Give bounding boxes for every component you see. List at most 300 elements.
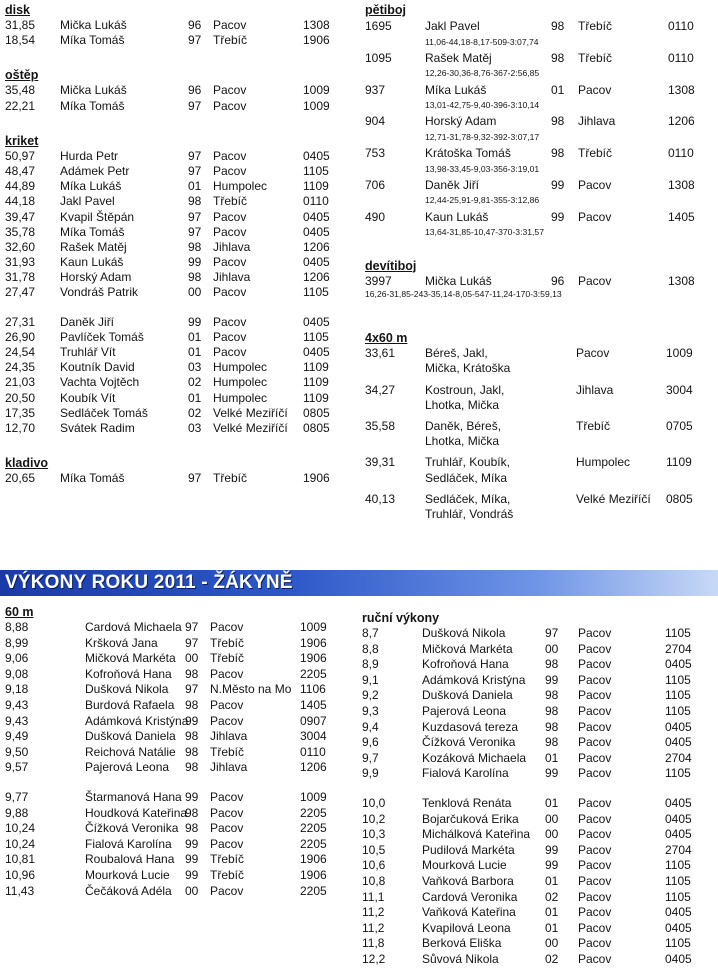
athlete-name: Vachta Vojtěch — [60, 375, 140, 390]
athlete-name: Vondráš Patrik — [60, 285, 139, 300]
competition-date-code: 1206 — [303, 270, 330, 285]
result-value: 10,81 — [5, 852, 36, 867]
result-value: 18,54 — [5, 33, 36, 48]
competition-date-code: 1308 — [668, 273, 695, 288]
competition-place: Pacov — [210, 789, 244, 804]
result-value: 10,96 — [5, 867, 36, 882]
section-title: 4x60 m — [365, 331, 408, 346]
birth-year: 99 — [551, 209, 565, 224]
result-row — [362, 673, 714, 689]
birth-year: 98 — [185, 821, 199, 836]
birth-year: 99 — [185, 836, 199, 851]
relay-result: 35,58 — [365, 419, 396, 434]
result-value: 48,47 — [5, 163, 36, 178]
result-row — [362, 921, 714, 937]
result-row — [5, 330, 345, 345]
result-row — [362, 735, 714, 751]
competition-place: Pacov — [213, 255, 247, 270]
result-value: 10,5 — [362, 842, 386, 857]
athlete-name: Míka Lukáš — [60, 179, 122, 194]
section-title: ruční výkony — [362, 611, 440, 625]
split-results: 13,64-31,85-10,47-370-3:31,57 — [425, 227, 544, 238]
result-value: 20,65 — [5, 471, 36, 486]
result-value: 8,8 — [362, 641, 379, 656]
athlete-name: Kozáková Michaela — [422, 750, 527, 765]
competition-date-code: 0405 — [665, 719, 692, 734]
result-row — [5, 179, 345, 194]
athlete-name: Dušková Daniela — [422, 688, 513, 703]
result-row — [362, 657, 714, 673]
relay-code: 1109 — [666, 455, 692, 470]
birth-year: 98 — [551, 50, 565, 65]
result-value: 9,88 — [5, 805, 29, 820]
result-row — [362, 704, 714, 720]
result-row — [365, 209, 715, 226]
competition-date-code: 1308 — [303, 18, 330, 32]
result-value: 10,8 — [362, 873, 386, 888]
competition-date-code: 1105 — [303, 329, 329, 344]
athlete-name: Cardová Michaela — [85, 620, 182, 634]
result-value: 8,99 — [5, 635, 29, 650]
result-value: 31,85 — [5, 18, 36, 32]
competition-place: Pacov — [578, 626, 612, 640]
competition-place: Jihlava — [210, 729, 248, 744]
result-value: 9,06 — [5, 651, 29, 666]
result-value: 24,35 — [5, 360, 36, 375]
competition-date-code: 0405 — [665, 827, 692, 842]
result-row — [5, 255, 345, 270]
birth-year: 98 — [188, 239, 202, 254]
result-row — [362, 751, 714, 767]
competition-place: Pacov — [578, 905, 612, 920]
result-row — [5, 471, 345, 486]
competition-date-code: 2704 — [665, 842, 692, 857]
competition-place: Humpolec — [213, 179, 268, 194]
competition-place: Třebíč — [578, 50, 613, 65]
result-value: 490 — [365, 209, 386, 224]
row-spacer — [5, 776, 350, 790]
result-value: 17,35 — [5, 405, 36, 420]
competition-place: Pacov — [210, 836, 244, 851]
relay-team-line: Mička, Krátoška — [425, 361, 511, 376]
competition-date-code: 1308 — [668, 82, 695, 97]
competition-place: Pacov — [213, 83, 247, 98]
athlete-name: Kuzdasová tereza — [422, 719, 519, 734]
competition-place: Pacov — [578, 688, 612, 703]
competition-place: Pacov — [578, 672, 612, 687]
competition-place: Třebíč — [213, 33, 248, 48]
birth-year: 97 — [185, 620, 199, 634]
athlete-name: Fialová Karolína — [422, 766, 509, 781]
birth-year: 96 — [551, 273, 565, 288]
birth-year: 98 — [185, 760, 199, 775]
result-row — [5, 821, 350, 837]
competition-date-code: 0405 — [303, 345, 330, 359]
result-value: 21,03 — [5, 375, 36, 390]
result-row — [362, 858, 714, 874]
birth-year: 97 — [188, 98, 202, 113]
birth-year: 00 — [545, 641, 559, 656]
competition-place: Třebíč — [210, 867, 245, 882]
birth-year: 02 — [188, 405, 202, 420]
competition-place: Velké Meziříčí — [213, 420, 288, 435]
athlete-name: Hurda Petr — [60, 148, 119, 163]
competition-date-code: 1105 — [303, 285, 329, 300]
athlete-name: Míka Tomáš — [60, 224, 125, 239]
event-splits — [365, 98, 715, 113]
athlete-name: Berková Eliška — [422, 936, 502, 951]
competition-place: Pacov — [578, 719, 612, 734]
event-splits — [365, 130, 715, 145]
result-row — [5, 164, 345, 179]
result-value: 9,43 — [5, 697, 29, 712]
competition-date-code: 2205 — [300, 805, 327, 820]
relay-result: 40,13 — [365, 491, 396, 506]
athlete-name: Daněk Jiří — [60, 314, 115, 329]
relay-row — [365, 492, 715, 507]
relay-code: 0805 — [666, 491, 693, 506]
athlete-name: Pavlíček Tomáš — [60, 329, 144, 344]
split-results: 11,06-44,18-8,17-509-3:07,74 — [425, 36, 539, 47]
birth-year: 01 — [545, 795, 559, 810]
competition-place: Jihlava — [213, 239, 251, 254]
result-value: 27,31 — [5, 314, 36, 329]
event-splits — [365, 225, 715, 240]
birth-year: 02 — [545, 951, 559, 966]
athlete-name: Michálková Kateřina — [422, 827, 531, 842]
competition-date-code: 1105 — [665, 703, 691, 718]
birth-year: 01 — [551, 82, 565, 97]
birth-year: 98 — [185, 697, 199, 712]
result-value: 10,0 — [362, 795, 386, 810]
result-value: 9,6 — [362, 735, 379, 750]
relay-place: Pacov — [576, 346, 610, 361]
result-value: 706 — [365, 177, 386, 192]
result-row — [5, 651, 350, 667]
birth-year: 98 — [185, 729, 199, 744]
athlete-name: Cardová Veronika — [422, 889, 518, 904]
result-row — [5, 698, 350, 714]
competition-place: Třebíč — [213, 194, 248, 209]
birth-year: 01 — [545, 873, 559, 888]
competition-date-code: 2205 — [300, 821, 327, 836]
birth-year: 97 — [188, 471, 202, 486]
athlete-name: Krátoška Tomáš — [425, 146, 511, 161]
competition-date-code: 1906 — [300, 651, 327, 666]
birth-year: 01 — [188, 179, 202, 194]
result-value: 9,3 — [362, 703, 379, 718]
result-value: 9,4 — [362, 719, 379, 734]
birth-year: 98 — [188, 270, 202, 285]
competition-date-code: 1906 — [300, 852, 327, 867]
result-value: 9,7 — [362, 750, 379, 765]
result-row — [5, 406, 345, 421]
competition-place: Humpolec — [213, 360, 268, 375]
right-top-column — [365, 2, 715, 528]
competition-place: Pacov — [213, 329, 247, 344]
result-value: 10,24 — [5, 836, 36, 851]
result-row — [5, 83, 345, 98]
result-row — [5, 225, 345, 240]
birth-year: 98 — [545, 735, 559, 750]
result-value: 8,7 — [362, 626, 379, 640]
result-value: 9,49 — [5, 729, 29, 744]
result-row — [362, 688, 714, 704]
competition-date-code: 0405 — [303, 148, 330, 163]
competition-place: Pacov — [210, 697, 244, 712]
birth-year: 01 — [545, 750, 559, 765]
result-value: 9,2 — [362, 688, 379, 703]
athlete-name: Čížková Veronika — [85, 821, 179, 836]
athlete-name: Vaňková Kateřina — [422, 905, 516, 920]
result-row — [362, 642, 714, 658]
result-value: 27,47 — [5, 285, 36, 300]
competition-date-code: 1106 — [300, 682, 326, 697]
relay-team-line: Lhotka, Mička — [425, 397, 500, 412]
competition-date-code: 1906 — [303, 33, 330, 48]
competition-date-code: 1105 — [665, 672, 691, 687]
result-row — [362, 874, 714, 890]
result-row — [365, 50, 715, 67]
athlete-name: Jakl Pavel — [425, 19, 480, 33]
result-row — [5, 421, 345, 436]
athlete-name: Kaun Lukáš — [60, 255, 124, 270]
birth-year: 98 — [545, 719, 559, 734]
section-title: disk — [5, 3, 31, 17]
split-results: 16,26-31,85-243-35,14-8,05-547-11,24-170-3:59,13 — [365, 288, 562, 299]
relay-team-line: Béreš, Jakl, — [425, 346, 488, 361]
result-row — [5, 620, 350, 636]
result-value: 31,93 — [5, 255, 36, 270]
athlete-name: Kofroňová Hana — [422, 657, 509, 672]
row-spacer — [362, 782, 714, 796]
result-row — [5, 285, 345, 300]
result-value: 10,2 — [362, 811, 386, 826]
competition-place: Pacov — [578, 209, 612, 224]
competition-place: Pacov — [578, 82, 612, 97]
result-value: 44,89 — [5, 179, 36, 194]
result-row — [365, 145, 715, 162]
result-value: 35,48 — [5, 83, 36, 98]
right-bottom-column — [362, 610, 714, 967]
competition-place: Pacov — [213, 148, 247, 163]
result-row — [362, 720, 714, 736]
competition-place: Pacov — [578, 842, 612, 857]
competition-date-code: 0110 — [668, 50, 694, 65]
result-value: 20,50 — [5, 390, 36, 405]
birth-year: 99 — [185, 852, 199, 867]
competition-place: Pacov — [210, 805, 244, 820]
birth-year: 97 — [185, 682, 199, 697]
athlete-name: Reichová Natálie — [85, 744, 176, 759]
athlete-name: Dušková Nikola — [85, 682, 169, 697]
competition-date-code: 1105 — [665, 936, 691, 951]
result-row — [5, 375, 345, 390]
relay-row-continued — [365, 361, 715, 376]
athlete-name: Horský Adam — [425, 114, 497, 129]
relay-place: Jihlava — [576, 382, 614, 397]
athlete-name: Daněk Jiří — [425, 177, 480, 192]
split-results: 12,44-25,91-9,81-355-3:12,86 — [425, 195, 540, 206]
birth-year: 98 — [185, 744, 199, 759]
competition-date-code: 1009 — [300, 620, 327, 634]
result-value: 8,88 — [5, 620, 29, 634]
athlete-name: Čečáková Adéla — [85, 883, 172, 898]
section-title: 60 m — [5, 605, 34, 619]
relay-team-line: Kostroun, Jakl, — [425, 382, 505, 397]
birth-year: 98 — [545, 688, 559, 703]
result-row — [365, 82, 715, 99]
result-value: 9,08 — [5, 666, 29, 681]
competition-place: Pacov — [578, 703, 612, 718]
competition-date-code: 0907 — [300, 713, 327, 728]
athlete-name: Míka Tomáš — [60, 98, 125, 113]
athlete-name: Kvapil Štěpán — [60, 209, 135, 224]
birth-year: 01 — [545, 920, 559, 935]
competition-date-code: 2704 — [665, 750, 692, 765]
athlete-name: Koubík Vít — [60, 390, 116, 405]
competition-date-code: 1105 — [665, 766, 691, 781]
result-row — [5, 99, 345, 114]
competition-date-code: 1206 — [300, 760, 327, 775]
result-value: 1095 — [365, 50, 392, 65]
competition-place: Pacov — [578, 795, 612, 810]
athlete-name: Koutník David — [60, 360, 135, 375]
birth-year: 00 — [545, 936, 559, 951]
competition-place: Pacov — [578, 858, 612, 873]
birth-year: 99 — [545, 842, 559, 857]
competition-place: Pacov — [213, 314, 247, 329]
result-row — [365, 18, 715, 35]
birth-year: 98 — [188, 194, 202, 209]
competition-place: Pacov — [213, 98, 247, 113]
competition-place: Pacov — [578, 766, 612, 781]
result-value: 9,57 — [5, 760, 29, 775]
result-value: 11,2 — [362, 920, 385, 935]
split-results: 12,26-30,36-8,76-367-2:56,85 — [425, 68, 540, 79]
relay-team-line: Sedláček, Míka, — [425, 491, 511, 506]
relay-result: 33,61 — [365, 346, 396, 361]
competition-place: Pacov — [578, 827, 612, 842]
result-value: 39,47 — [5, 209, 36, 224]
split-results: 13,98-33,45-9,03-356-3:19,01 — [425, 163, 540, 174]
result-value: 11,1 — [362, 889, 385, 904]
competition-place: Pacov — [578, 657, 612, 672]
competition-date-code: 0805 — [303, 405, 330, 420]
competition-place: Pacov — [213, 18, 247, 32]
competition-date-code: 1109 — [303, 375, 329, 390]
athlete-name: Pajerová Leona — [422, 703, 507, 718]
athlete-name: Rašek Matěj — [60, 239, 127, 254]
birth-year: 98 — [185, 805, 199, 820]
result-value: 9,1 — [362, 672, 379, 687]
relay-code: 3004 — [666, 382, 693, 397]
athlete-name: Míka Lukáš — [425, 82, 487, 97]
result-row — [5, 760, 350, 776]
result-row — [5, 149, 345, 164]
result-value: 10,6 — [362, 858, 386, 873]
result-row — [5, 360, 345, 375]
section-title: kladivo — [5, 456, 49, 471]
result-row — [5, 714, 350, 730]
competition-date-code: 1906 — [300, 867, 327, 882]
birth-year: 97 — [188, 163, 202, 178]
relay-team-line: Daněk, Béreš, — [425, 419, 502, 434]
athlete-name: Burdová Rafaela — [85, 697, 175, 712]
result-row — [5, 391, 345, 406]
athlete-name: Jakl Pavel — [60, 194, 115, 209]
birth-year: 02 — [545, 889, 559, 904]
competition-place: Pacov — [210, 666, 244, 681]
result-value: 11,2 — [362, 905, 385, 920]
birth-year: 01 — [188, 345, 202, 359]
birth-year: 99 — [545, 672, 559, 687]
competition-date-code: 1105 — [665, 688, 691, 703]
athlete-name: Míka Tomáš — [60, 471, 125, 486]
competition-place: Třebíč — [210, 744, 245, 759]
competition-date-code: 0110 — [668, 146, 694, 161]
competition-date-code: 1109 — [303, 179, 329, 194]
competition-date-code: 0405 — [665, 905, 692, 920]
athlete-name: Pudilová Markéta — [422, 842, 515, 857]
competition-date-code: 1206 — [668, 114, 695, 129]
result-value: 9,50 — [5, 744, 29, 759]
competition-date-code: 1308 — [668, 177, 695, 192]
birth-year: 98 — [551, 19, 565, 33]
birth-year: 97 — [185, 635, 199, 650]
event-splits — [365, 162, 715, 177]
athlete-name: Kršková Jana — [85, 635, 158, 650]
athlete-name: Fialová Karolína — [85, 836, 172, 851]
competition-date-code: 1405 — [300, 697, 327, 712]
row-spacer — [365, 522, 715, 528]
athlete-name: Horský Adam — [60, 270, 132, 285]
competition-place: Třebíč — [578, 146, 613, 161]
relay-code: 0705 — [666, 419, 693, 434]
relay-row — [365, 346, 715, 361]
birth-year: 00 — [545, 811, 559, 826]
result-row — [5, 837, 350, 853]
result-row — [362, 936, 714, 952]
competition-place: Pacov — [213, 285, 247, 300]
competition-place: Pacov — [578, 177, 612, 192]
competition-date-code: 1109 — [303, 390, 329, 405]
result-value: 44,18 — [5, 194, 36, 209]
result-value: 753 — [365, 146, 386, 161]
competition-place: Jihlava — [213, 270, 251, 285]
birth-year: 98 — [551, 146, 565, 161]
athlete-name: Mičková Markéta — [85, 651, 176, 666]
result-row — [5, 884, 350, 900]
result-row — [365, 113, 715, 130]
result-row — [5, 806, 350, 822]
result-value: 31,78 — [5, 270, 36, 285]
left-top-column — [5, 2, 345, 486]
result-row — [5, 18, 345, 33]
relay-team-line: Truhlář, Koubík, — [425, 455, 510, 470]
relay-row-continued — [365, 507, 715, 522]
result-value: 12,2 — [362, 951, 386, 966]
competition-place: Pacov — [210, 821, 244, 836]
relay-row — [365, 455, 715, 470]
competition-place: Třebíč — [213, 471, 248, 486]
athlete-name: Kvapilová Leona — [422, 920, 511, 935]
result-value: 35,78 — [5, 224, 36, 239]
competition-date-code: 1109 — [303, 360, 329, 375]
athlete-name: Houdková Kateřina — [85, 805, 188, 820]
competition-date-code: 2205 — [300, 883, 327, 898]
competition-date-code: 0110 — [668, 19, 694, 33]
